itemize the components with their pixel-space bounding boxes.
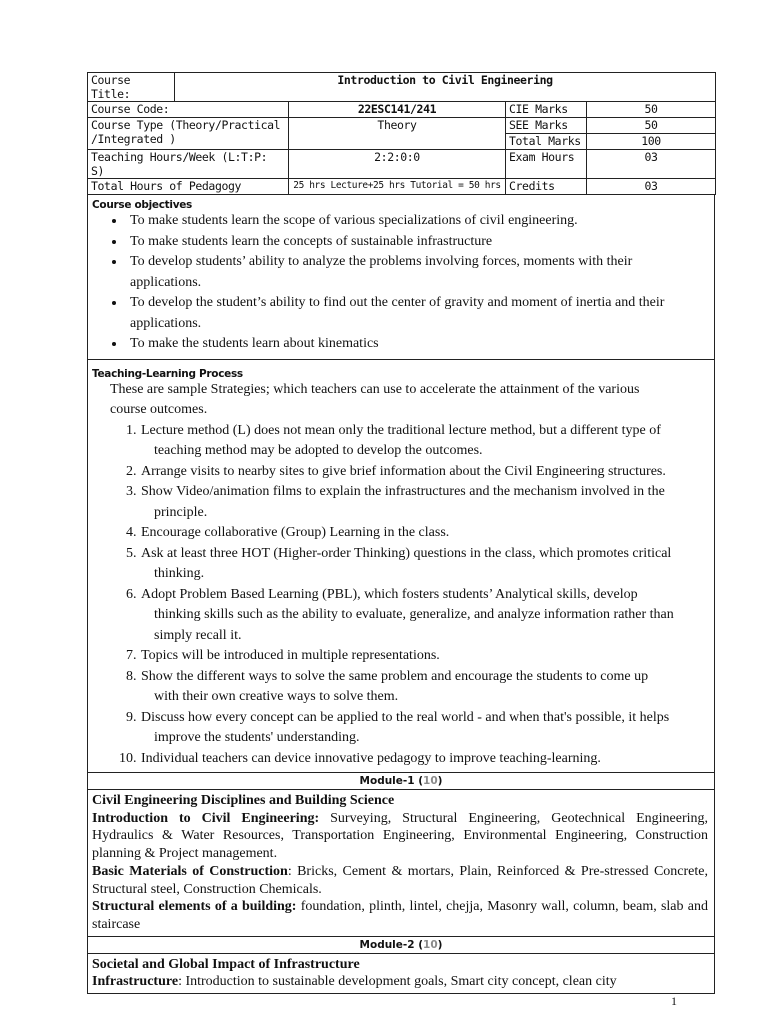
strategy-item	[140, 421, 710, 462]
strategy-line: teaching method may be adopted to develop the outcomes.	[154, 443, 483, 458]
course-objectives-list	[92, 211, 710, 355]
course-info-table	[87, 72, 716, 195]
course-type-label-line2: /Integrated )	[91, 132, 176, 146]
strategy-line: thinking.	[154, 566, 205, 581]
strategy-item	[140, 585, 710, 647]
total-marks-label: Total Marks	[506, 134, 587, 150]
module-1-label: Module-1 (	[359, 775, 424, 787]
objective-line: To develop the student’s ability to find out the center of gravity and moment of inertia and their	[130, 295, 665, 310]
course-type-label	[88, 118, 289, 150]
strategy-line: Topics will be introduced in multiple representations.	[141, 648, 440, 663]
module-2-section	[87, 937, 715, 994]
module-1-body	[88, 790, 714, 936]
cie-marks-label: CIE Marks	[506, 102, 587, 118]
objective-line: To develop students’ ability to analyze the problems involving forces, moments with their	[130, 254, 633, 269]
exam-hours-label: Exam Hours	[506, 150, 587, 179]
strategy-line: improve the students' understanding.	[154, 730, 360, 745]
paragraph-heading: Introduction to Civil Engineering:	[92, 810, 320, 826]
strategy-item	[140, 708, 710, 749]
module-1-paragraph	[92, 898, 708, 933]
strategy-line: Arrange visits to nearby sites to give brief information about the Civil Engineering structures.	[141, 463, 666, 479]
objective-line: applications.	[130, 315, 202, 331]
module-1-heading	[88, 773, 714, 790]
course-type: Theory	[289, 118, 506, 150]
objective-item: • To make the students learn about kinematics	[126, 334, 710, 355]
course-objectives-title: Course objectives	[92, 199, 193, 211]
module-1-section	[87, 773, 715, 937]
module-1-paragraph	[92, 863, 708, 898]
strategy-item	[140, 544, 710, 585]
page-number: 1	[671, 994, 677, 1008]
course-title: Introduction to Civil Engineering	[175, 73, 716, 102]
strategy-item	[140, 482, 710, 523]
cie-marks-value: 50	[587, 102, 716, 118]
syllabus-page	[87, 72, 715, 994]
paragraph-text: : Bricks, Cement & mortars, Plain, Reinforced & Pre-stressed Concrete, Structural steel, Construction Chemicals.	[92, 863, 708, 897]
paragraph-text: Surveying, Structural Engineering, Geotechnical Engineering, Hydraulics & Water Resources, Transportation Engineering, Environmental Engineering, Construction planning & Project management.	[92, 810, 709, 862]
credits-label: Credits	[506, 179, 587, 195]
paragraph-heading: Infrastructure	[92, 974, 179, 990]
module-1-close: )	[437, 775, 443, 787]
teaching-learning-section	[87, 360, 715, 774]
module-2-label: Module-2 (	[359, 938, 424, 951]
see-marks-label: SEE Marks	[506, 118, 587, 134]
strategy-list	[92, 421, 710, 770]
objective-item: • To make students learn the concepts of sustainable infrastructure	[126, 232, 710, 253]
module-2-hours: 10	[423, 938, 438, 951]
objective-item: • To make students learn the scope of various specializations of civil engineering.	[126, 211, 710, 232]
module-2-body	[88, 954, 714, 993]
module-2-paragraph	[92, 973, 708, 991]
total-marks-value: 100	[587, 134, 716, 150]
strategy-item	[140, 667, 710, 708]
module-1-title: Civil Engineering Disciplines and Building Science	[92, 793, 395, 808]
course-title-label: Course Title:	[88, 73, 175, 102]
teaching-hours: 2:2:0:0	[289, 150, 506, 179]
paragraph-heading: Structural elements of a building:	[92, 899, 297, 915]
course-code: 22ESC141/241	[289, 102, 506, 118]
exam-hours-value: 03	[587, 150, 716, 179]
strategy-line: Discuss how every concept can be applied to the real world - and when that's possible, it helps	[141, 709, 670, 725]
objective-line: applications.	[130, 274, 202, 290]
objective-item	[126, 293, 710, 334]
strategy-item	[140, 462, 710, 483]
module-1-hours: 10	[423, 775, 438, 787]
strategy-line: simply recall it.	[154, 627, 242, 643]
module-2-heading	[88, 937, 714, 954]
module-2-close: )	[437, 938, 443, 951]
see-marks-value: 50	[587, 118, 716, 134]
credits-value: 03	[587, 179, 716, 195]
module-2-title: Societal and Global Impact of Infrastructure	[92, 956, 360, 972]
strategy-line: Lecture method (L) does not mean only the traditional lecture method, but a different type of	[141, 422, 661, 438]
objective-item	[126, 252, 710, 293]
intro-line: course outcomes.	[110, 402, 208, 417]
strategy-line: principle.	[154, 504, 208, 520]
module-1-paragraph	[92, 810, 708, 863]
strategy-item	[140, 523, 710, 544]
strategy-line: Adopt Problem Based Learning (PBL), which fosters students’ Analytical skills, develop	[141, 586, 638, 602]
teaching-learning-intro	[92, 380, 710, 421]
strategy-line: with their own creative ways to solve them.	[154, 689, 399, 704]
course-type-label-line1: Course Type (Theory/Practical	[91, 118, 281, 132]
pedagogy-hours: 25 hrs Lecture+25 hrs Tutorial = 50 hrs	[289, 179, 506, 195]
paragraph-text: : Introduction to sustainable development goals, Smart city concept, clean city	[178, 974, 617, 990]
teaching-hours-label: Teaching Hours/Week (L:T:P: S)	[88, 150, 289, 179]
strategy-line: Ask at least three HOT (Higher-order Thinking) questions in the class, which promotes critical	[141, 545, 672, 561]
strategy-item	[140, 749, 710, 770]
course-objectives-section	[87, 195, 715, 360]
paragraph-heading: Basic Materials of Construction	[92, 863, 288, 879]
strategy-line: Individual teachers can device innovative pedagogy to improve teaching-learning.	[141, 750, 601, 766]
strategy-line: thinking skills such as the ability to evaluate, generalize, and analyze information rather than	[154, 607, 674, 622]
strategy-line: Encourage collaborative (Group) Learning in the class.	[141, 525, 450, 540]
teaching-learning-title: Teaching-Learning Process	[92, 367, 243, 380]
course-code-label: Course Code:	[88, 102, 289, 118]
strategy-line: Show Video/animation films to explain the infrastructures and the mechanism involved in the	[141, 484, 665, 499]
intro-line: These are sample Strategies; which teachers can use to accelerate the attainment of the various	[110, 381, 640, 397]
strategy-line: Show the different ways to solve the same problem and encourage the students to come up	[141, 668, 649, 684]
paragraph-text: foundation, plinth, lintel, chejja, Masonry wall, column, beam, slab and staircase	[92, 899, 708, 932]
pedagogy-hours-label: Total Hours of Pedagogy	[88, 179, 289, 195]
strategy-item	[140, 646, 710, 667]
